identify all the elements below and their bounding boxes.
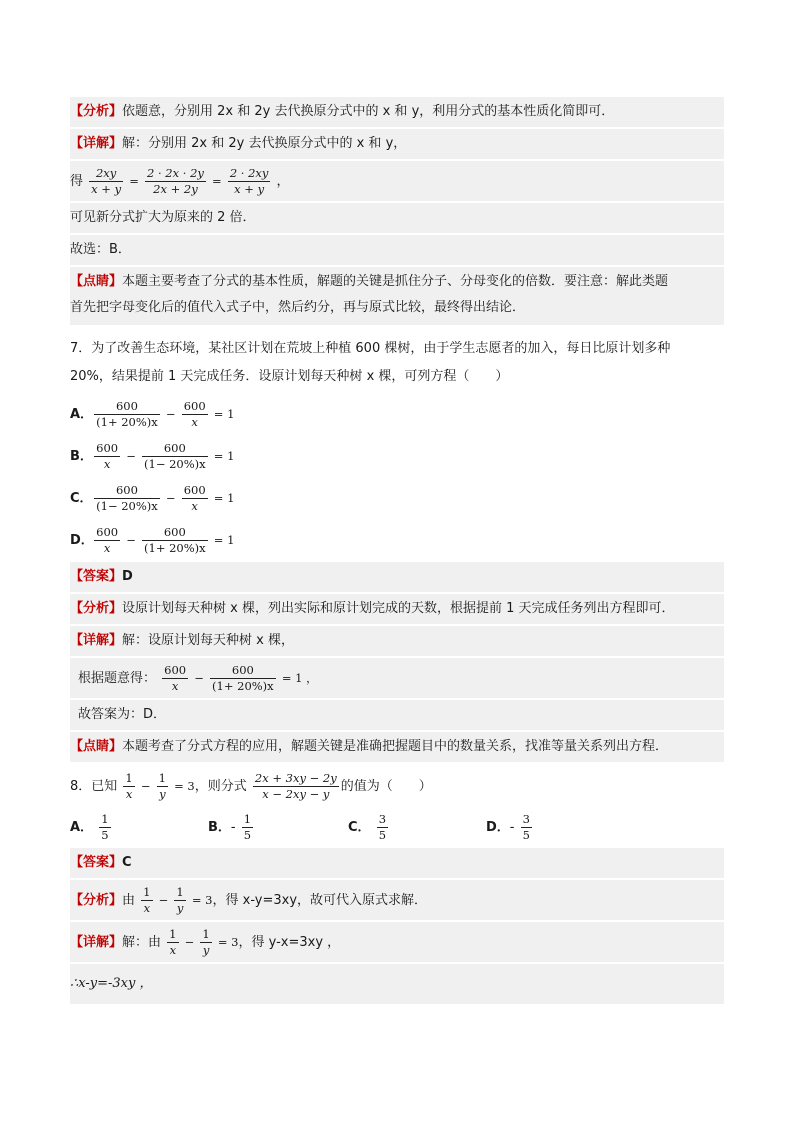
q7-final-text: 故答案为：D． xyxy=(78,707,167,722)
q8-detail xyxy=(70,922,724,962)
q7-answer xyxy=(70,562,724,592)
target-fraction: $\frac{2x + 3xy - 2y}{x - 2xy - y}$ xyxy=(254,771,337,801)
q7-final xyxy=(70,700,724,730)
minus-sign: − xyxy=(184,935,195,949)
option-rhs: = 1 xyxy=(213,407,235,421)
condition-fraction-2: $\frac{1}{y}$ xyxy=(158,771,166,801)
q7-detail xyxy=(70,626,724,656)
q8-stem-suffix: 的值为（ ） xyxy=(340,779,432,794)
option-fraction-2: $\frac{600}{x}$ xyxy=(183,399,206,429)
equation-fraction-1: $\frac{600}{x}$ xyxy=(164,663,187,693)
equation-rhs: = 1 ， xyxy=(281,671,318,685)
option-rhs: = 1 xyxy=(213,491,235,505)
q6-comment-line1: 本题主要考查了分式的基本性质，解题的关键是抓住分子、分母变化的倍数．要注意：解此类题 xyxy=(122,274,669,289)
option-fraction-1: $\frac{600}{(1- 20\%)x}$ xyxy=(96,483,158,513)
q8-analysis-prefix: 由 xyxy=(122,893,136,908)
q7-stem-line2: 20%，结果提前 1 天完成任务．设原计划每天种树 x 棵，可列方程（ ） xyxy=(70,369,509,384)
q7-comment xyxy=(70,732,724,762)
q8-stem-prefix: 8．已知 xyxy=(70,779,118,794)
q7-comment-text: 本题考查了分式方程的应用，解题关键是准确把握题目中的数量关系，找准等量关系列出方程． xyxy=(122,739,669,754)
q7-stem xyxy=(70,335,724,391)
analysis-label: 【分析】 xyxy=(70,601,123,616)
q7-analysis xyxy=(70,594,724,624)
q6-analysis-text: 依题意，分别用 2x 和 2y 去代换原分式中的 x 和 y，利用分式的基本性质化简即可． xyxy=(122,104,615,119)
q7-equation-prefix: 根据题意得： xyxy=(78,671,157,686)
q6-conclusion-text: 可见新分式扩大为原来的 2 倍． xyxy=(70,210,256,225)
option-letter: A． xyxy=(70,407,94,422)
equation-fraction-2: $\frac{600}{(1+ 20\%)x}$ xyxy=(212,663,274,693)
q7-equation xyxy=(70,658,724,698)
answer-label: 【答案】 xyxy=(70,855,123,870)
q6-fraction-simplified: $\frac{2 \cdot 2xy}{x + y}$ xyxy=(229,166,269,196)
option-letter: B． xyxy=(70,449,93,464)
equals-sign: = xyxy=(129,174,139,188)
detail-label: 【详解】 xyxy=(70,136,123,151)
minus-sign: − xyxy=(158,893,169,907)
minus-sign: − xyxy=(165,491,176,505)
option-fraction-1: $\frac{600}{(1+ 20\%)x}$ xyxy=(96,399,158,429)
analysis-rhs: = 3 xyxy=(191,893,213,907)
q7-option-b xyxy=(70,436,724,476)
q8-answer-value: C xyxy=(122,855,132,870)
q6-fraction-substituted: $\frac{2 \cdot 2x \cdot 2y}{2x + 2y}$ xyxy=(147,166,204,196)
q6-conclusion xyxy=(70,203,724,233)
q7-option-d xyxy=(70,520,724,560)
option-letter: D． xyxy=(70,533,94,548)
analysis-fraction-1: $\frac{1}{x}$ xyxy=(143,885,151,915)
option-fraction-2: $\frac{600}{(1+ 20\%)x}$ xyxy=(144,525,206,555)
q6-detail-text: 解：分别用 2x 和 2y 去代换原分式中的 x 和 y， xyxy=(122,136,407,151)
q8-stem xyxy=(70,766,724,806)
comment-label: 【点睛】 xyxy=(70,739,123,754)
q7-option-a xyxy=(70,394,724,434)
detail-fraction-1: $\frac{1}{x}$ xyxy=(169,927,177,957)
condition-fraction-1: $\frac{1}{x}$ xyxy=(125,771,133,801)
minus-sign: − xyxy=(126,449,136,463)
q6-analysis xyxy=(70,97,724,127)
option-fraction-1: $\frac{600}{x}$ xyxy=(96,441,119,471)
analysis-label: 【分析】 xyxy=(70,893,123,908)
option-fraction-1: $\frac{600}{x}$ xyxy=(96,525,119,555)
minus-sign: − xyxy=(140,779,151,793)
condition-rhs: = 3 xyxy=(174,779,195,793)
detail-fraction-2: $\frac{1}{y}$ xyxy=(202,927,210,957)
option-rhs: = 1 xyxy=(213,533,235,547)
q6-comment-line2: 首先把字母变化后的值代入式子中，然后约分，再与原式比较，最终得出结论． xyxy=(70,300,526,315)
q6-derivation-suffix: ， xyxy=(276,174,290,189)
detail-label: 【详解】 xyxy=(70,633,123,648)
option-fraction-2: $\frac{600}{(1- 20\%)x}$ xyxy=(144,441,206,471)
q8-analysis-suffix: ，得 x-y=3xy，故可代入原式求解． xyxy=(212,893,428,908)
analysis-label: 【分析】 xyxy=(70,104,123,119)
minus-sign: − xyxy=(165,407,176,421)
q7-detail-text: 解：设原计划每天种树 x 棵， xyxy=(122,633,294,648)
q8-analysis xyxy=(70,880,724,920)
minus-sign: − xyxy=(126,533,136,547)
q8-answer xyxy=(70,848,724,878)
q6-choice xyxy=(70,235,724,265)
q8-detail-prefix: 解：由 xyxy=(122,935,162,950)
q6-fraction-original: $\frac{2xy}{x + y}$ xyxy=(91,166,122,196)
q8-detail-suffix: ，得 y-x=3xy ， xyxy=(238,935,341,950)
option-letter: C． xyxy=(70,491,93,506)
detail-rhs: = 3 xyxy=(217,935,239,949)
q6-derivation xyxy=(70,161,724,201)
q8-therefore-text: ∴x-y=-3xy ， xyxy=(70,976,153,991)
analysis-fraction-2: $\frac{1}{y}$ xyxy=(176,885,184,915)
detail-label: 【详解】 xyxy=(70,935,123,950)
q6-derivation-prefix: 得 xyxy=(70,174,84,189)
option-fraction-2: $\frac{600}{x}$ xyxy=(183,483,206,513)
equals-sign: = xyxy=(212,174,222,188)
q7-stem-line1: 7．为了改善生态环境，某社区计划在荒坡上种植 600 棵树，由于学生志愿者的加入，每日比原计划多种 xyxy=(70,341,671,356)
answer-label: 【答案】 xyxy=(70,569,123,584)
option-rhs: = 1 xyxy=(213,449,235,463)
q7-option-c xyxy=(70,478,724,518)
q8-option-d: D．- $\frac{3}{5}$ xyxy=(486,812,530,842)
q7-analysis-text: 设原计划每天种树 x 棵，列出实际和原计划完成的天数，根据提前 1 天完成任务列出方程即可． xyxy=(122,601,675,616)
minus-sign: − xyxy=(194,671,204,685)
q8-options xyxy=(70,808,724,848)
q8-option-c: C． $\frac{3}{5}$ xyxy=(348,812,387,842)
q8-stem-mid: ，则分式 xyxy=(194,779,247,794)
q8-option-b: B．- $\frac{1}{5}$ xyxy=(208,812,252,842)
q7-answer-value: D xyxy=(122,569,133,584)
q8-therefore xyxy=(70,964,724,1004)
q6-detail-intro xyxy=(70,129,724,159)
q8-option-a: A． $\frac{1}{5}$ xyxy=(70,812,109,842)
q6-choice-text: 故选：B． xyxy=(70,242,131,257)
q6-comment xyxy=(70,267,724,325)
comment-label: 【点睛】 xyxy=(70,274,123,289)
